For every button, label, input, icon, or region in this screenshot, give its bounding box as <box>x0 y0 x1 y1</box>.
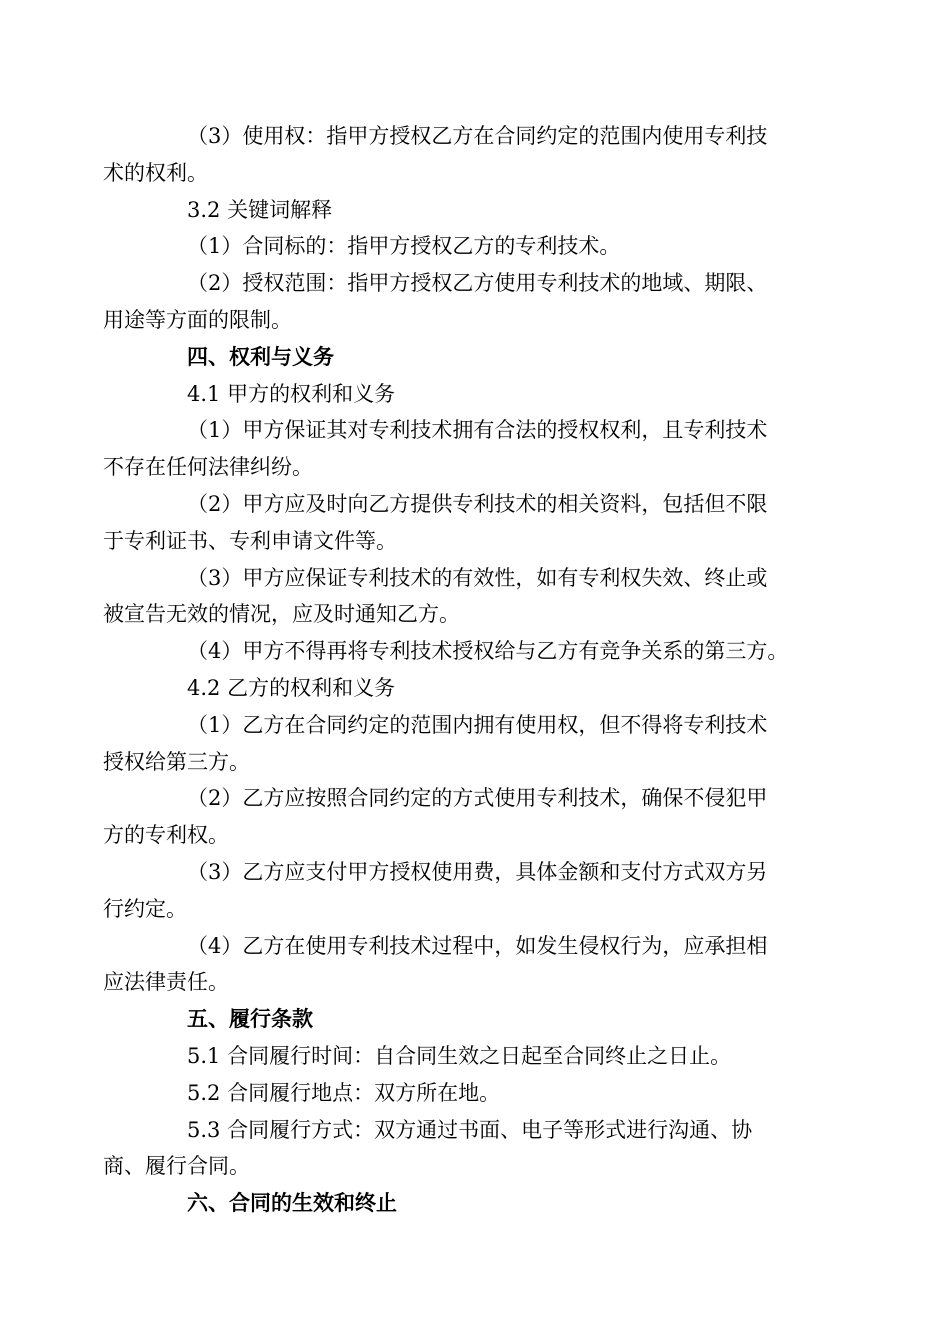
text-line: （2）乙方应按照合同约定的方式使用专利技术，确保不侵犯甲 <box>187 786 768 811</box>
text-line: （4）乙方在使用专利技术过程中，如发生侵权行为，应承担相 <box>187 933 768 958</box>
text-line: （3）使用权：指甲方授权乙方在合同约定的范围内使用专利技 <box>187 124 768 148</box>
text-line: 5.1 合同履行时间：自合同生效之日起至合同终止之日止。 <box>187 1043 732 1068</box>
clause-5-3 <box>103 1112 817 1186</box>
text-line: 3.2 关键词解释 <box>187 197 333 222</box>
clause-3-2-2 <box>103 265 817 339</box>
text-line: （3）甲方应保证专利技术的有效性，如有专利权失效、终止或 <box>187 565 768 590</box>
text-line: 5.3 合同履行方式：双方通过书面、电子等形式进行沟通、协 <box>187 1117 753 1142</box>
text-line: 4.2 乙方的权利和义务 <box>187 675 396 700</box>
section-heading-5: 五、履行条款 <box>187 1007 313 1032</box>
text-line: （1）合同标的：指甲方授权乙方的专利技术。 <box>187 234 621 259</box>
clause-3-2-1 <box>145 228 817 265</box>
clause-3-1-3 <box>103 118 817 192</box>
clause-5-1 <box>145 1038 817 1075</box>
text-line: 商、履行合同。 <box>103 1154 250 1179</box>
section-heading-4: 四、权利与义务 <box>187 344 334 369</box>
text-line: （1）乙方在合同约定的范围内拥有使用权，但不得将专利技术 <box>187 712 768 737</box>
clause-4-1-4 <box>145 633 817 670</box>
clause-4-1-1 <box>103 412 817 486</box>
text-line: 5.2 合同履行地点：双方所在地。 <box>187 1080 501 1105</box>
text-line: 用途等方面的限制。 <box>103 307 292 332</box>
section-heading-6: 六、合同的生效和终止 <box>187 1191 397 1216</box>
clause-4-2-3 <box>103 854 817 928</box>
text-line: 应法律责任。 <box>103 970 229 995</box>
clause-4-1-3 <box>103 560 817 634</box>
document-body <box>103 118 817 1222</box>
text-line: 4.1 甲方的权利和义务 <box>187 381 396 406</box>
clause-4-1-2 <box>103 486 817 560</box>
clause-3-2 <box>145 192 817 229</box>
clause-5-2 <box>145 1075 817 1112</box>
clause-4-2-1 <box>103 707 817 781</box>
text-line: （3）乙方应支付甲方授权使用费，具体金额和支付方式双方另 <box>187 859 768 884</box>
text-line: （2）甲方应及时向乙方提供专利技术的相关资料，包括但不限 <box>187 491 768 516</box>
clause-4-2 <box>145 670 817 707</box>
clause-4-1 <box>145 376 817 413</box>
text-line: 术的权利。 <box>103 160 208 185</box>
clause-4-2-2 <box>103 780 817 854</box>
text-line: 于专利证书、专利申请文件等。 <box>103 528 397 553</box>
text-line: 方的专利权。 <box>103 823 229 848</box>
text-line: 行约定。 <box>103 896 187 921</box>
text-line: 不存在任何法律纠纷。 <box>103 455 313 480</box>
text-line: （2）授权范围：指甲方授权乙方使用专利技术的地域、期限、 <box>187 271 768 296</box>
text-line: 被宣告无效的情况，应及时通知乙方。 <box>103 602 460 627</box>
text-line: 授权给第三方。 <box>103 749 250 774</box>
clause-4-2-4 <box>103 928 817 1002</box>
text-line: （4）甲方不得再将专利技术授权给与乙方有竞争关系的第三方。 <box>187 639 789 664</box>
text-line: （1）甲方保证其对专利技术拥有合法的授权权利，且专利技术 <box>187 418 768 443</box>
